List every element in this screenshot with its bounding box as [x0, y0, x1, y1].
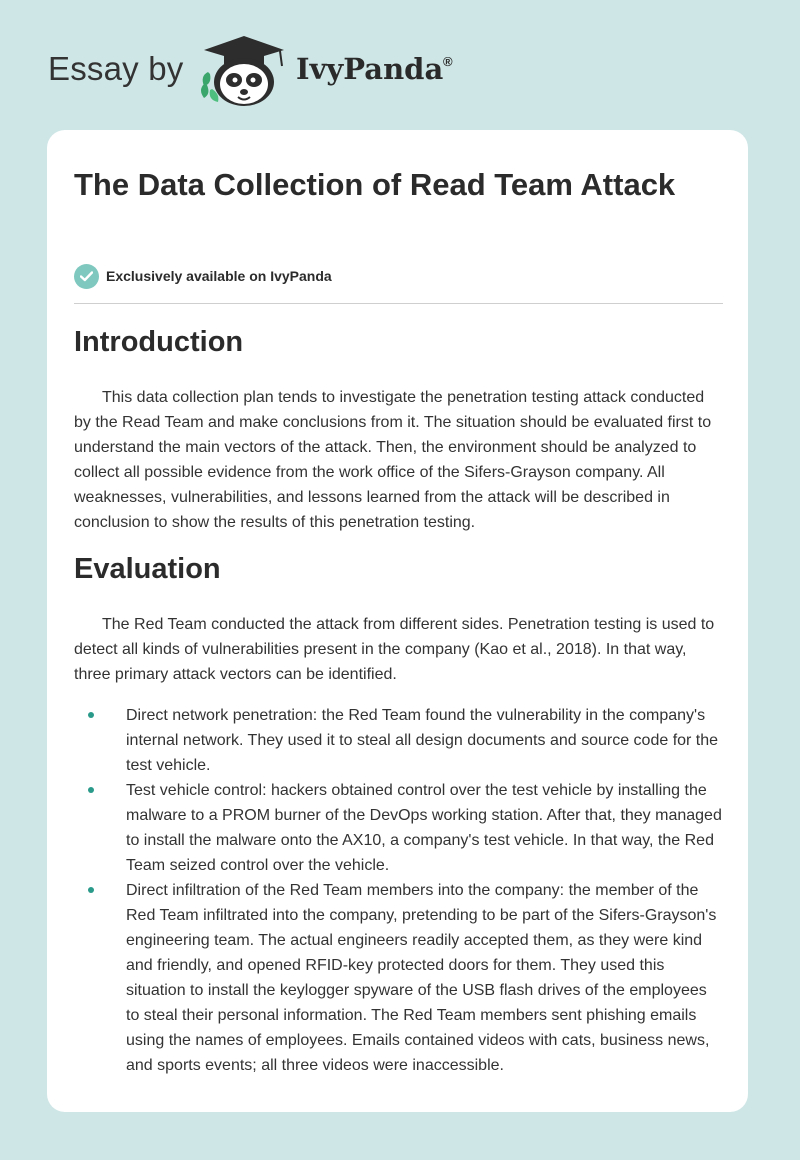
- essay-by-label: Essay by: [48, 50, 184, 87]
- attack-vectors-list: [74, 703, 724, 1078]
- list-item: [74, 878, 724, 1078]
- bullet-icon: [88, 787, 94, 793]
- site-header: [0, 0, 800, 130]
- brand-name[interactable]: IvyPanda: [296, 52, 444, 86]
- section-heading-introduction: Introduction: [74, 326, 244, 358]
- list-item-text: Test vehicle control: hackers obtained control over the test vehicle by installing the malware to a PROM burner of the DevOps working station. After that, they managed to install the malware onto the AX10, a company's test vehicle. In that way, the Red Team seized control over the vehicle.: [126, 782, 722, 874]
- divider: [74, 303, 723, 304]
- panda-logo-icon[interactable]: [196, 32, 292, 110]
- bullet-icon: [88, 712, 94, 718]
- check-icon: [74, 264, 99, 289]
- introduction-paragraph: This data collection plan tends to investigate the penetration testing attack conducted by the Read Team and make conclusions from it. The situation should be evaluated first to understand the main vectors of the attack. Then, the environment should be analyzed to collect all possible evidence from the work office of the Sifers-Grayson company. All weaknesses, vulnerabilities, and lessons learned from the attack will be described in conclusion to show the results of this penetration testing.: [74, 389, 712, 531]
- list-item: [74, 778, 724, 878]
- section-heading-evaluation: Evaluation: [74, 553, 221, 585]
- evaluation-paragraph: The Red Team conducted the attack from different sides. Penetration testing is used to detect all kinds of vulnerabilities present in the company (Kao et al., 2018). In that way, three primary attack vectors can be identified.: [74, 616, 715, 683]
- list-item-text: Direct infiltration of the Red Team members into the company: the member of the Red Team infiltrated into the company, pretending to be part of the Sifers-Grayson's engineering team. The actual engineers readily accepted them, as they were kind and friendly, and opened RFID-key protected doors for them. They used this situation to install the keylogger spyware of the USB flash drives of the employees to steal their personal information. The Red Team members sent phishing emails using the names of employees. Emails contained videos with cats, business news, and sports events; all three videos were inaccessible.: [126, 882, 717, 1074]
- list-item: [74, 703, 724, 778]
- bullet-icon: [88, 887, 94, 893]
- essay-title: The Data Collection of Read Team Attack: [74, 167, 676, 202]
- registered-mark: ®: [443, 54, 453, 69]
- exclusive-badge: [74, 263, 332, 289]
- list-item-text: Direct network penetration: the Red Team found the vulnerability in the company's internal network. They used it to steal all design documents and source code for the test vehicle.: [126, 707, 719, 774]
- essay-card: [47, 130, 748, 1112]
- exclusive-label: Exclusively available on IvyPanda: [106, 268, 332, 284]
